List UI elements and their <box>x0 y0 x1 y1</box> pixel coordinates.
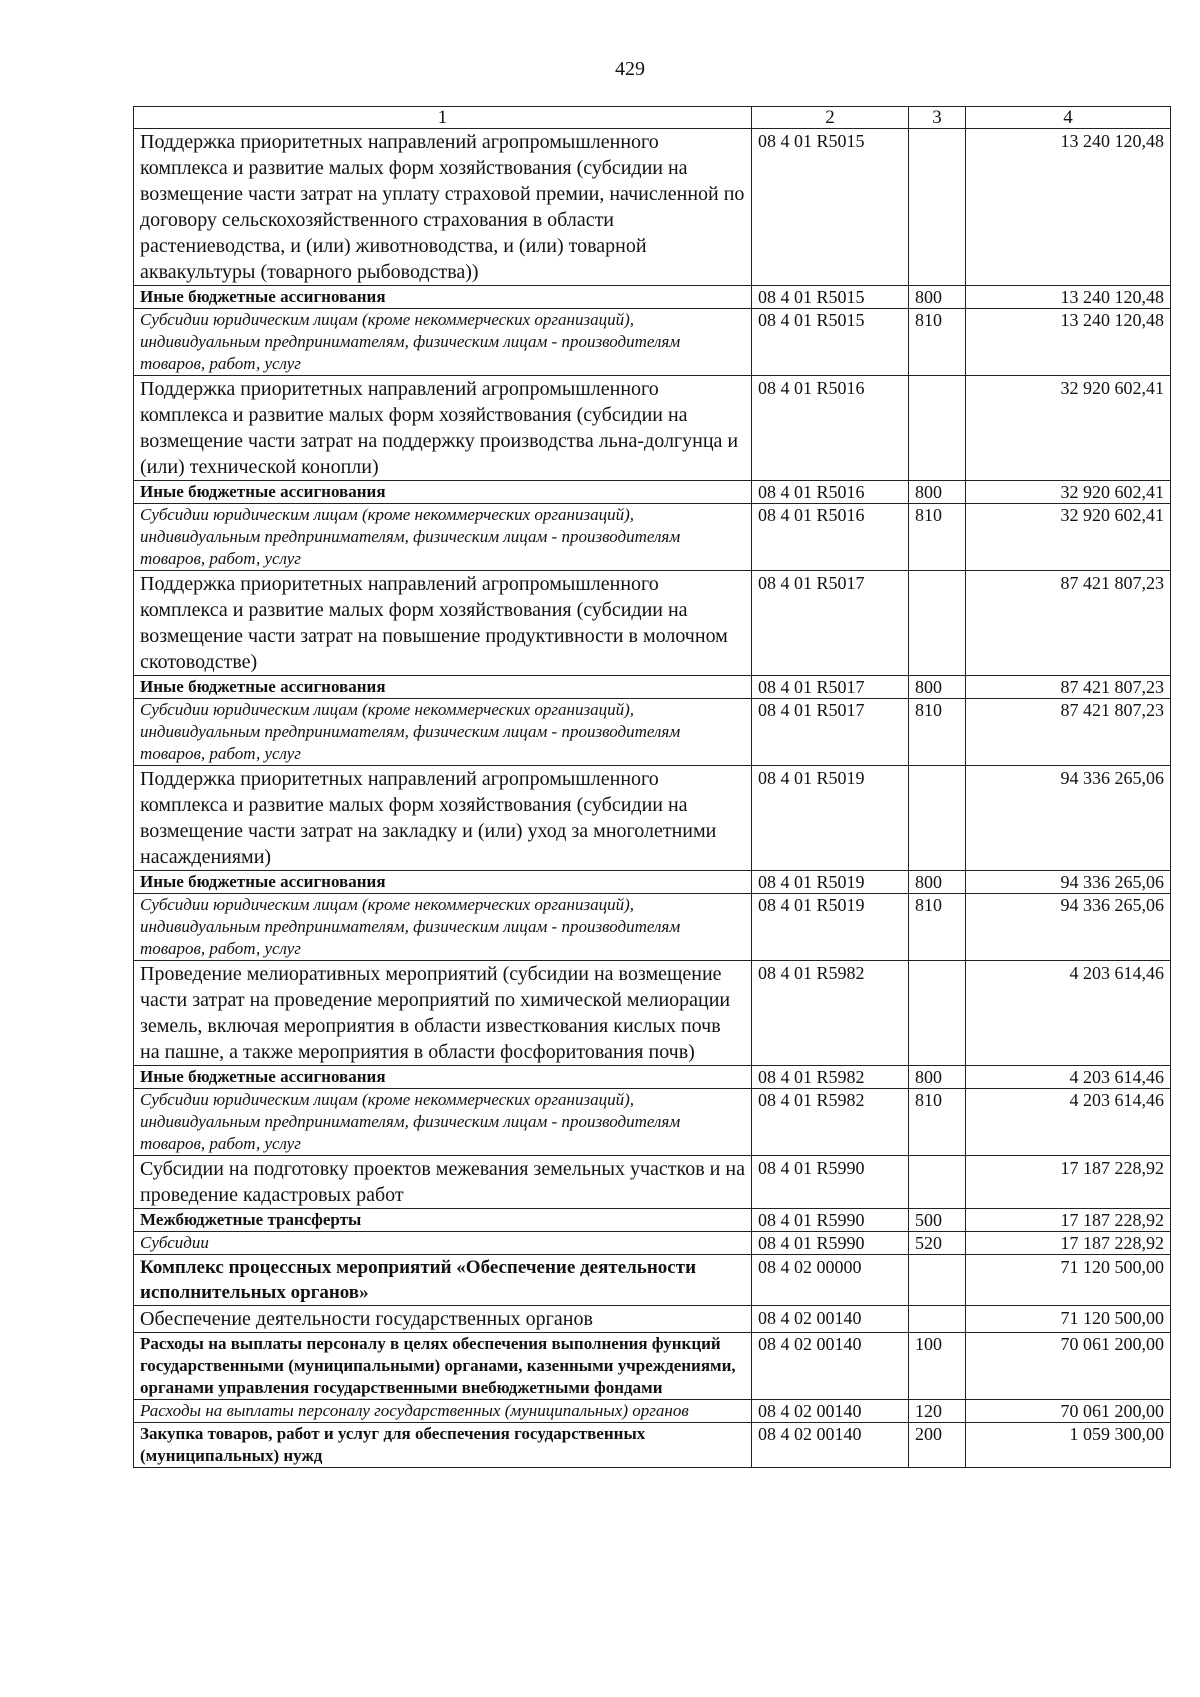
row-type: 800 <box>909 1066 966 1089</box>
row-type: 120 <box>909 1400 966 1423</box>
row-code: 08 4 01 R5015 <box>752 309 909 376</box>
table-body <box>134 129 1171 1468</box>
row-amount: 4 203 614,46 <box>966 961 1171 1066</box>
row-amount: 32 920 602,41 <box>966 376 1171 481</box>
table-row <box>134 961 1171 1066</box>
row-name: Поддержка приоритетных направлений агропромышленного комплекса и развитие малых форм хозяйствования (субсидии на возмещение части затрат на уплату страховой премии, начисленной по договору сельскохозяйственного страхования в области растениеводства, и (или) животноводства, и (или) товарной аквакультуры (товарного рыбоводства)) <box>134 129 752 286</box>
table-row <box>134 1232 1171 1255</box>
row-amount: 17 187 228,92 <box>966 1232 1171 1255</box>
row-name: Субсидии на подготовку проектов межевания земельных участков и на проведение кадастровых работ <box>134 1156 752 1209</box>
row-type <box>909 129 966 286</box>
row-amount: 94 336 265,06 <box>966 766 1171 871</box>
row-type <box>909 1306 966 1333</box>
row-type: 800 <box>909 481 966 504</box>
table-row <box>134 309 1171 376</box>
row-code: 08 4 02 00000 <box>752 1255 909 1306</box>
table-row <box>134 504 1171 571</box>
table-row <box>134 376 1171 481</box>
row-code: 08 4 01 R5016 <box>752 504 909 571</box>
row-name: Поддержка приоритетных направлений агропромышленного комплекса и развитие малых форм хозяйствования (субсидии на возмещение части затрат на поддержку производства льна-долгунца и (или) технической конопли) <box>134 376 752 481</box>
row-amount: 94 336 265,06 <box>966 894 1171 961</box>
row-name: Иные бюджетные ассигнования <box>134 1066 752 1089</box>
row-code: 08 4 01 R5016 <box>752 376 909 481</box>
row-amount: 17 187 228,92 <box>966 1209 1171 1232</box>
row-type: 810 <box>909 894 966 961</box>
header-col-2: 2 <box>752 107 909 129</box>
budget-table <box>133 106 1171 1468</box>
row-type: 810 <box>909 504 966 571</box>
row-type: 200 <box>909 1423 966 1468</box>
row-amount: 32 920 602,41 <box>966 504 1171 571</box>
table-row <box>134 871 1171 894</box>
row-type <box>909 1255 966 1306</box>
header-col-4: 4 <box>966 107 1171 129</box>
row-code: 08 4 02 00140 <box>752 1423 909 1468</box>
header-col-3: 3 <box>909 107 966 129</box>
row-amount: 94 336 265,06 <box>966 871 1171 894</box>
row-name: Закупка товаров, работ и услуг для обеспечения государственных (муниципальных) нужд <box>134 1423 752 1468</box>
row-amount: 13 240 120,48 <box>966 129 1171 286</box>
row-type: 800 <box>909 871 966 894</box>
row-amount: 17 187 228,92 <box>966 1156 1171 1209</box>
row-code: 08 4 01 R5019 <box>752 766 909 871</box>
table-header-row <box>134 107 1171 129</box>
row-code: 08 4 02 00140 <box>752 1333 909 1400</box>
row-amount: 13 240 120,48 <box>966 286 1171 309</box>
header-col-1: 1 <box>134 107 752 129</box>
table-row <box>134 286 1171 309</box>
row-type <box>909 766 966 871</box>
row-type: 800 <box>909 676 966 699</box>
row-amount: 71 120 500,00 <box>966 1306 1171 1333</box>
table-row <box>134 1333 1171 1400</box>
row-amount: 13 240 120,48 <box>966 309 1171 376</box>
table-row <box>134 676 1171 699</box>
row-type: 500 <box>909 1209 966 1232</box>
row-name: Субсидии юридическим лицам (кроме некоммерческих организаций), индивидуальным предпринимателям, физическим лицам - производителям товаров, работ, услуг <box>134 309 752 376</box>
row-type: 100 <box>909 1333 966 1400</box>
row-name: Комплекс процессных мероприятий «Обеспечение деятельности исполнительных органов» <box>134 1255 752 1306</box>
row-name: Иные бюджетные ассигнования <box>134 871 752 894</box>
row-name: Проведение мелиоративных мероприятий (субсидии на возмещение части затрат на проведение мероприятий по химической мелиорации земель, включая мероприятия в области известкования кислых почв на пашне, а также мероприятия в области фосфоритования почв) <box>134 961 752 1066</box>
row-name: Поддержка приоритетных направлений агропромышленного комплекса и развитие малых форм хозяйствования (субсидии на возмещение части затрат на закладку и (или) уход за многолетними насаждениями) <box>134 766 752 871</box>
row-type <box>909 376 966 481</box>
row-code: 08 4 02 00140 <box>752 1400 909 1423</box>
table-row <box>134 699 1171 766</box>
row-name: Расходы на выплаты персоналу в целях обеспечения выполнения функций государственными (муниципальными) органами, казенными учреждениями, органами управления государственными внебюджетными фондами <box>134 1333 752 1400</box>
table-row <box>134 766 1171 871</box>
row-amount: 71 120 500,00 <box>966 1255 1171 1306</box>
row-name: Субсидии юридическим лицам (кроме некоммерческих организаций), индивидуальным предпринимателям, физическим лицам - производителям товаров, работ, услуг <box>134 504 752 571</box>
table-row <box>134 1089 1171 1156</box>
row-name: Поддержка приоритетных направлений агропромышленного комплекса и развитие малых форм хозяйствования (субсидии на возмещение части затрат на повышение продуктивности в молочном скотоводстве) <box>134 571 752 676</box>
row-code: 08 4 01 R5017 <box>752 699 909 766</box>
row-type: 800 <box>909 286 966 309</box>
row-type: 520 <box>909 1232 966 1255</box>
row-code: 08 4 02 00140 <box>752 1306 909 1333</box>
row-name: Обеспечение деятельности государственных органов <box>134 1306 752 1333</box>
table-row <box>134 1209 1171 1232</box>
row-name: Субсидии юридическим лицам (кроме некоммерческих организаций), индивидуальным предпринимателям, физическим лицам - производителям товаров, работ, услуг <box>134 699 752 766</box>
row-code: 08 4 01 R5990 <box>752 1209 909 1232</box>
table-row <box>134 129 1171 286</box>
row-code: 08 4 01 R5019 <box>752 894 909 961</box>
row-amount: 70 061 200,00 <box>966 1400 1171 1423</box>
row-type: 810 <box>909 309 966 376</box>
row-amount: 87 421 807,23 <box>966 676 1171 699</box>
row-type: 810 <box>909 699 966 766</box>
row-amount: 70 061 200,00 <box>966 1333 1171 1400</box>
table-row <box>134 481 1171 504</box>
row-code: 08 4 01 R5015 <box>752 286 909 309</box>
row-type <box>909 571 966 676</box>
row-code: 08 4 01 R5982 <box>752 1066 909 1089</box>
table-row <box>134 571 1171 676</box>
row-code: 08 4 01 R5990 <box>752 1232 909 1255</box>
row-name: Иные бюджетные ассигнования <box>134 676 752 699</box>
row-code: 08 4 01 R5982 <box>752 961 909 1066</box>
page-number: 429 <box>615 58 645 80</box>
row-code: 08 4 01 R5990 <box>752 1156 909 1209</box>
row-type: 810 <box>909 1089 966 1156</box>
row-name: Иные бюджетные ассигнования <box>134 481 752 504</box>
table-row <box>134 1423 1171 1468</box>
row-amount: 1 059 300,00 <box>966 1423 1171 1468</box>
row-amount: 32 920 602,41 <box>966 481 1171 504</box>
row-name: Субсидии <box>134 1232 752 1255</box>
table-row <box>134 1400 1171 1423</box>
row-type <box>909 1156 966 1209</box>
row-code: 08 4 01 R5016 <box>752 481 909 504</box>
row-amount: 4 203 614,46 <box>966 1089 1171 1156</box>
row-amount: 4 203 614,46 <box>966 1066 1171 1089</box>
row-code: 08 4 01 R5017 <box>752 676 909 699</box>
table-row <box>134 1066 1171 1089</box>
table-row <box>134 1306 1171 1333</box>
row-name: Субсидии юридическим лицам (кроме некоммерческих организаций), индивидуальным предпринимателям, физическим лицам - производителям товаров, работ, услуг <box>134 894 752 961</box>
row-code: 08 4 01 R5019 <box>752 871 909 894</box>
row-name: Расходы на выплаты персоналу государственных (муниципальных) органов <box>134 1400 752 1423</box>
row-amount: 87 421 807,23 <box>966 699 1171 766</box>
row-code: 08 4 01 R5015 <box>752 129 909 286</box>
row-amount: 87 421 807,23 <box>966 571 1171 676</box>
row-name: Межбюджетные трансферты <box>134 1209 752 1232</box>
row-name: Иные бюджетные ассигнования <box>134 286 752 309</box>
table-row <box>134 1255 1171 1306</box>
table-row <box>134 1156 1171 1209</box>
table-row <box>134 894 1171 961</box>
row-name: Субсидии юридическим лицам (кроме некоммерческих организаций), индивидуальным предпринимателям, физическим лицам - производителям товаров, работ, услуг <box>134 1089 752 1156</box>
row-code: 08 4 01 R5982 <box>752 1089 909 1156</box>
row-type <box>909 961 966 1066</box>
row-code: 08 4 01 R5017 <box>752 571 909 676</box>
